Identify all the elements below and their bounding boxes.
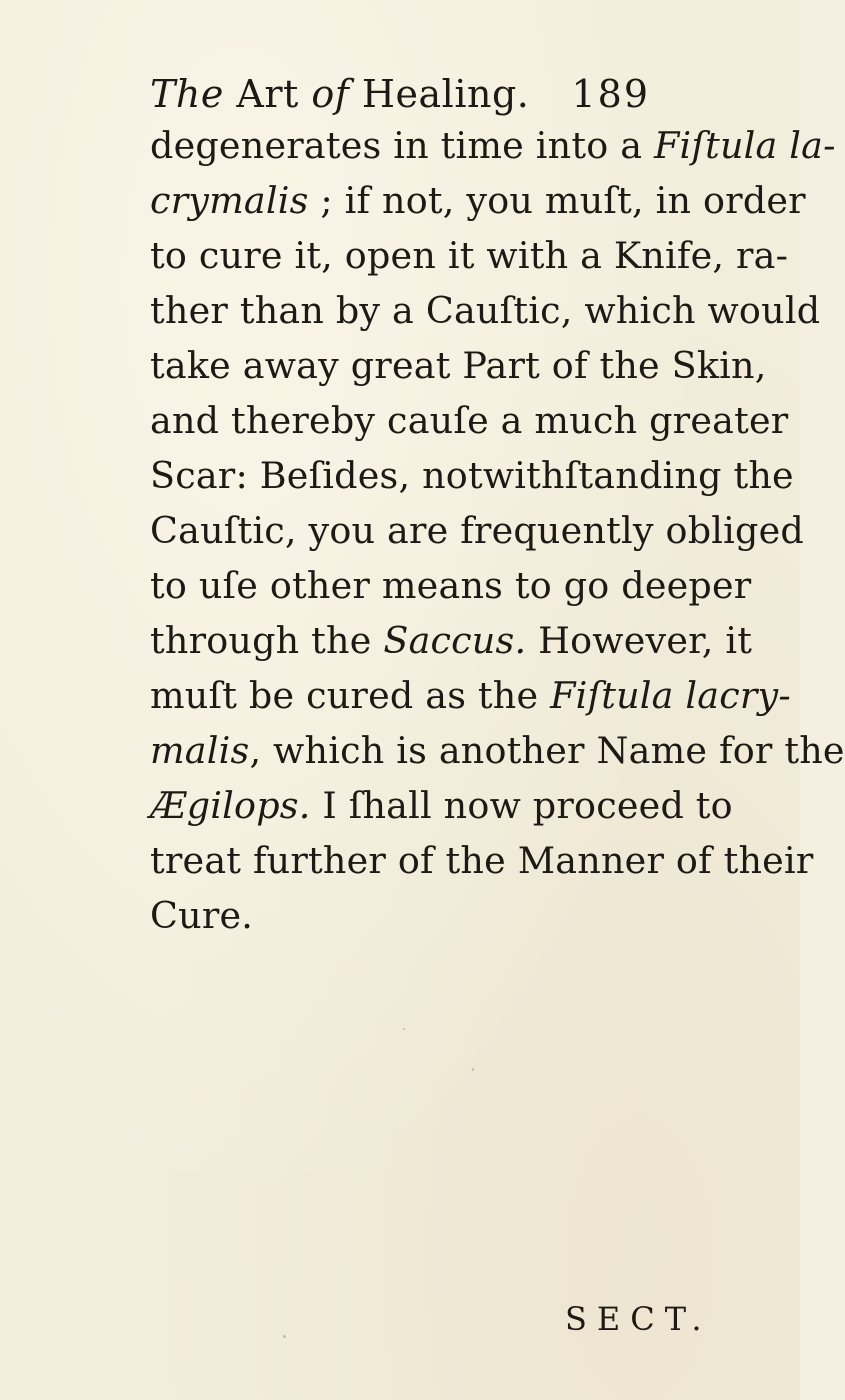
text-line <box>150 778 733 833</box>
text-line <box>150 833 814 888</box>
text-segment: and thereby cauſe a much greater <box>150 399 789 442</box>
text-segment: ; if not, you muſt, in order <box>308 179 806 222</box>
italic-text-segment: malis <box>150 729 250 772</box>
text-line <box>150 338 767 393</box>
text-segment: to cure it, open it with a Knife, ra- <box>150 234 789 277</box>
italic-text-segment: crymalis <box>150 179 309 222</box>
text-segment: degenerates in time into a <box>150 124 654 167</box>
text-segment: muſt be cured as the <box>150 674 551 717</box>
text-line <box>150 283 821 338</box>
text-line <box>150 448 794 503</box>
text-segment: However, it <box>526 619 753 662</box>
text-line <box>150 668 791 723</box>
running-title-of: of <box>311 72 350 116</box>
text-line <box>150 173 806 228</box>
running-title-the: The <box>150 72 224 116</box>
text-segment: Cure. <box>150 894 254 937</box>
text-line <box>150 228 789 283</box>
running-title-healing: Healing. <box>349 72 530 116</box>
text-line <box>150 393 789 448</box>
italic-text-segment: Saccus. <box>383 619 527 662</box>
text-segment: Scar: Beſides, notwithſtanding the <box>150 454 794 497</box>
text-segment: I ſhall now proceed to <box>310 784 733 827</box>
running-title <box>150 72 529 116</box>
paper-speck <box>706 420 708 422</box>
catchword: SECT. <box>565 1300 712 1338</box>
running-title-art: Art <box>223 72 312 116</box>
text-segment: treat further of the Manner of their <box>150 839 814 882</box>
text-line <box>150 118 836 173</box>
text-line <box>150 558 752 613</box>
page-number: 189 <box>571 72 650 116</box>
text-line <box>150 613 753 668</box>
text-segment: ther than by a Cauſtic, which would <box>150 289 821 332</box>
text-line <box>150 503 804 558</box>
paper-speck <box>403 1028 405 1030</box>
paper-speck <box>472 1068 474 1071</box>
paper-speck <box>283 1335 286 1338</box>
text-segment: take away great Part of the Skin, <box>150 344 767 387</box>
text-segment: Cauſtic, you are frequently obliged <box>150 509 804 552</box>
italic-text-segment: Fiſtula la- <box>653 124 836 167</box>
text-segment: , which is another Name for the <box>249 729 845 772</box>
text-line <box>150 888 650 943</box>
text-segment: to uſe other means to go deeper <box>150 564 752 607</box>
italic-text-segment: Ægilops. <box>150 784 311 827</box>
italic-text-segment: Fiſtula lacry- <box>550 674 791 717</box>
text-line <box>150 723 845 778</box>
text-segment: through the <box>150 619 384 662</box>
body-text <box>150 118 845 943</box>
